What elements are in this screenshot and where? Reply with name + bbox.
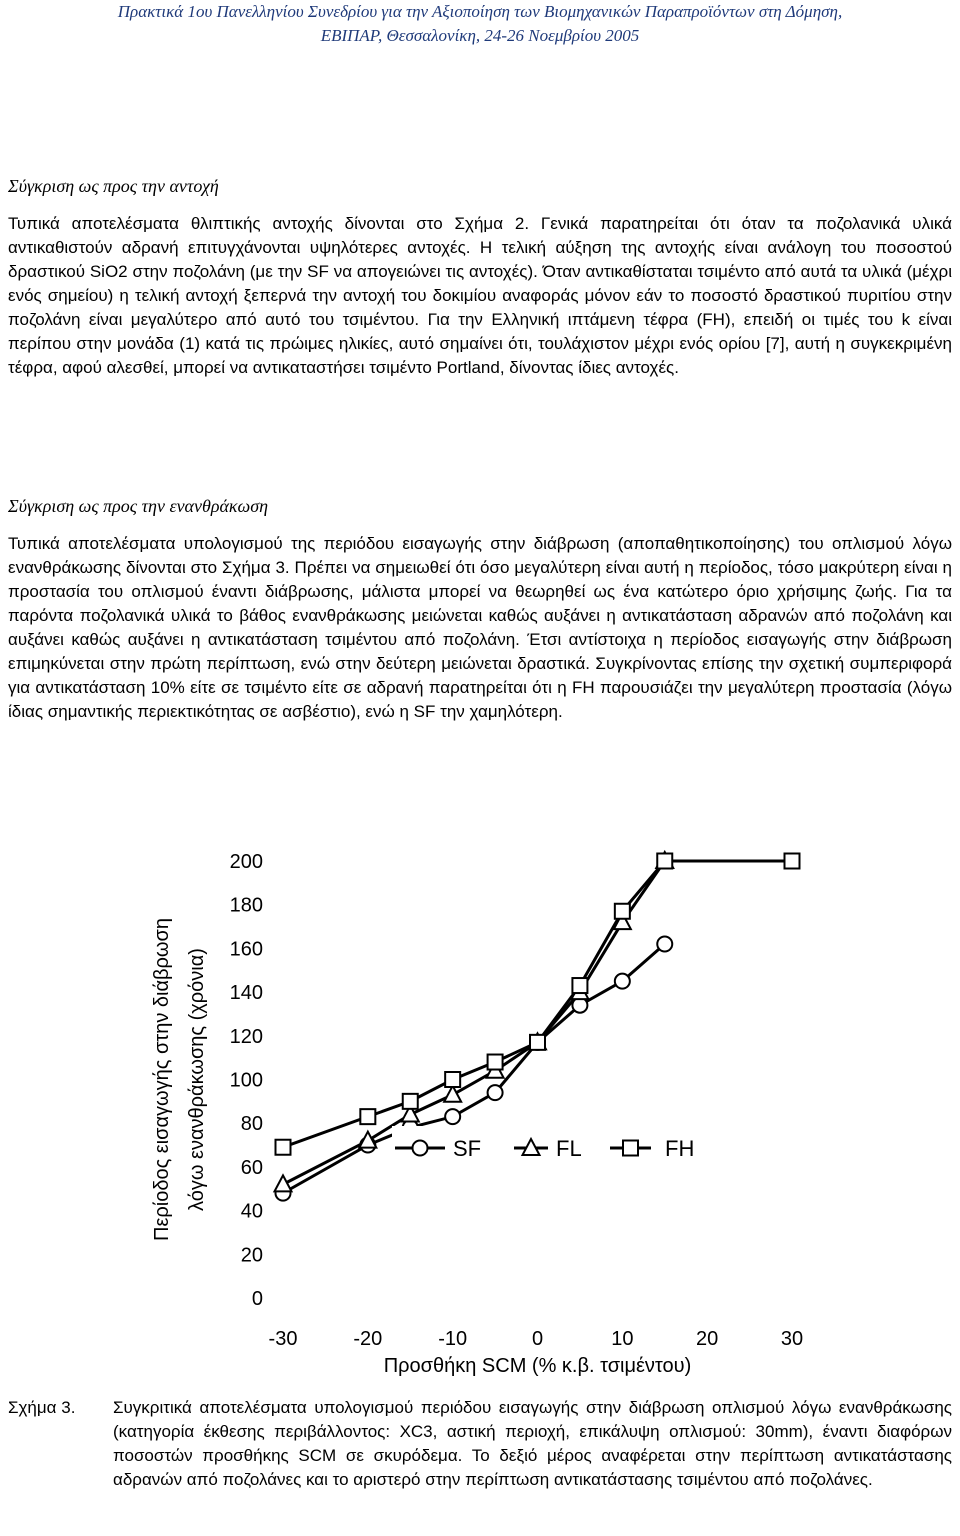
y-axis-label-line-2: λόγω ενανθράκωσης (χρόνια) (186, 948, 208, 1211)
series-fh-point (530, 1035, 545, 1050)
x-axis-label: Προσθήκη SCM (% κ.β. τσιμέντου) (383, 1355, 692, 1377)
series-sf-point (445, 1109, 460, 1124)
figure-caption (8, 1396, 952, 1492)
conference-header (0, 0, 960, 48)
y-tick-label: 80 (240, 1113, 263, 1136)
x-tick-label: 10 (611, 1328, 634, 1350)
legend-sf-label: SF (453, 1136, 482, 1161)
x-tick-label: -10 (438, 1328, 468, 1350)
series-fl-point (275, 1175, 292, 1191)
caption-label: Σχήμα 3. (8, 1398, 76, 1417)
section-title-strength: Σύγκριση ως προς την αντοχή (8, 176, 219, 196)
y-tick-label: 160 (229, 938, 263, 961)
series-fl-point (444, 1086, 461, 1102)
paragraph-carbonation: Τυπικά αποτελέσματα υπολογισμού της περιόδου εισαγωγής στην διάβρωση (αποπαθητικοποίησης) του οπλισμού λόγω ενανθράκωσης δίνονται στο Σχήμα 3. Πρέπει να σημειωθεί ότι όσο μεγαλύτερη είναι αυτή η περίοδος, τόσο μακρύτερη είναι η προστασία του οπλισμού έναντι διάβρωσης, μάλιστα μπορεί να θεωρηθεί ως ένα κατώτερο όριο χρήσιμης ζωής. Για τα παρόντα ποζολανικά υλικά το βάθος ενανθράκωσης μειώνεται καθώς αυξάνει η αντικατάσταση αδρανών από ποζολάνη και αυξάνει καθώς αυξάνει η αντικατάσταση τσιμέντου από ποζολάνη. Έτσι αντίστοιχα η περίοδος εισαγωγής στην διάβρωση επιμηκύνεται στην πρώτη περίπτωση, ενώ στην δεύτερη μειώνεται δραστικά. Συγκρίνοντας επίσης την σχετική συμπεριφορά για αντικατάσταση 10% είτε σε τσιμέντο είτε σε αδρανή παρατηρείται ότι η FH παρουσιάζει την μεγαλύτερη προστασία (λόγω ίδιας σημαντικής περιεκτικότητας σε ασβέστιο), ενώ η SF την χαμηλότερη. (8, 534, 952, 721)
series-fh-point (445, 1072, 460, 1087)
figure-3-chart (0, 830, 960, 1390)
series-fh-point (488, 1055, 503, 1070)
y-tick-label: 140 (229, 982, 263, 1005)
series-fh-point (360, 1109, 375, 1124)
series-sf-point (657, 937, 672, 952)
caption-text: Συγκριτικά αποτελέσματα υπολογισμού περιόδου εισαγωγής στην διάβρωση οπλισμού λόγω ενανθράκωσης (κατηγορία έκθεσης περιβάλλοντος: XC3, αστική περιοχή, επικάλυψη οπλισμού: 30mm), έναντι διαφόρων ποσοστών προσθήκης SCM σε σκυρόδεμα. Το δεξιό μέρος αναφέρεται στην περίπτωση αντικατάστασης αδρανών από ποζολάνες και το αριστερό στην περίπτωση αντικατάστασης τσιμέντου από ποζολάνες. (113, 1398, 952, 1489)
header-line-1: Πρακτικά 1ου Πανελληνίου Συνεδρίου για την Αξιοποίηση των Βιομηχανικών Παραπροϊόντων στη Δόμηση, (117, 2, 843, 21)
series-fh-point (615, 904, 630, 919)
legend-fh-marker (623, 1141, 638, 1156)
series-fh-point (657, 854, 672, 869)
x-tick-label: 30 (780, 1328, 804, 1350)
series-sf-point (615, 974, 630, 989)
section-title-carbonation: Σύγκριση ως προς την ενανθράκωση (8, 496, 269, 516)
legend-fh-label: FH (665, 1136, 695, 1161)
y-tick-label: 200 (229, 851, 263, 873)
y-tick-label: 100 (229, 1069, 263, 1092)
x-tick-label: 20 (696, 1328, 719, 1350)
y-tick-label: 40 (240, 1200, 263, 1223)
header-line-2: ΕΒΙΠΑΡ, Θεσσαλονίκη, 24-26 Νοεμβρίου 2005 (320, 26, 640, 45)
y-tick-label: 120 (229, 1025, 263, 1048)
series-fh-point (572, 978, 587, 993)
chart-svg (0, 830, 960, 1390)
paragraph-strength: Τυπικά αποτελέσματα θλιπτικής αντοχής δίνονται στο Σχήμα 2. Γενικά παρατηρείται ότι όταν τα ποζολανικά υλικά αντικαθιστούν αδρανή επιτυγχάνονται υψηλότερες αντοχές. Η τελική αύξηση της αντοχής είναι ανάλογη του ποσοστού δραστικού SiO2 στην ποζολάνη (με την SF να απογειώνει τις αντοχές). Όταν αντικαθίσταται τσιμέντο από αυτά τα υλικά (μέχρι ενός σημείου) η τελική αντοχή ξεπερνά την αντοχή του δοκιμίου αναφοράς μόνον εάν το ποσοστό δραστικού πυριτίου στην ποζολάνη είναι μεγαλύτερο από αυτό του τσιμέντου. Για την Ελληνική ιπτάμενη τέφρα (FH), επειδή οι τιμές του k είναι περίπου στην μονάδα (1) κατά τις πρώιμες ηλικίες, αυτό σημαίνει ότι, τουλάχιστον μέχρι ενός ορίου [7], αυτή η συγκεκριμένη τέφρα, αφού αλεσθεί, μπορεί να αντικαταστήσει τσιμέντο Portland, δίνοντας ίδιες αντοχές. (8, 214, 952, 377)
section-carbonation (8, 494, 952, 724)
series-fh-point (276, 1140, 291, 1155)
section-strength (8, 174, 952, 380)
series-fh-line (283, 861, 792, 1147)
y-tick-label: 20 (240, 1244, 263, 1267)
series-sf-point (488, 1085, 503, 1100)
legend-fl-label: FL (556, 1136, 582, 1161)
series-fh-point (785, 854, 800, 869)
y-tick-label: 60 (240, 1156, 263, 1179)
legend-sf-marker (413, 1141, 428, 1156)
y-tick-label: 180 (229, 894, 263, 917)
x-tick-label: -30 (268, 1328, 298, 1350)
y-tick-label: 0 (251, 1288, 263, 1310)
x-tick-label: -20 (353, 1328, 383, 1350)
series-fh-point (403, 1094, 418, 1109)
x-tick-label: 0 (531, 1328, 544, 1350)
y-axis-label-line-1: Περίοδος εισαγωγής στην διάβρωση (151, 918, 173, 1241)
